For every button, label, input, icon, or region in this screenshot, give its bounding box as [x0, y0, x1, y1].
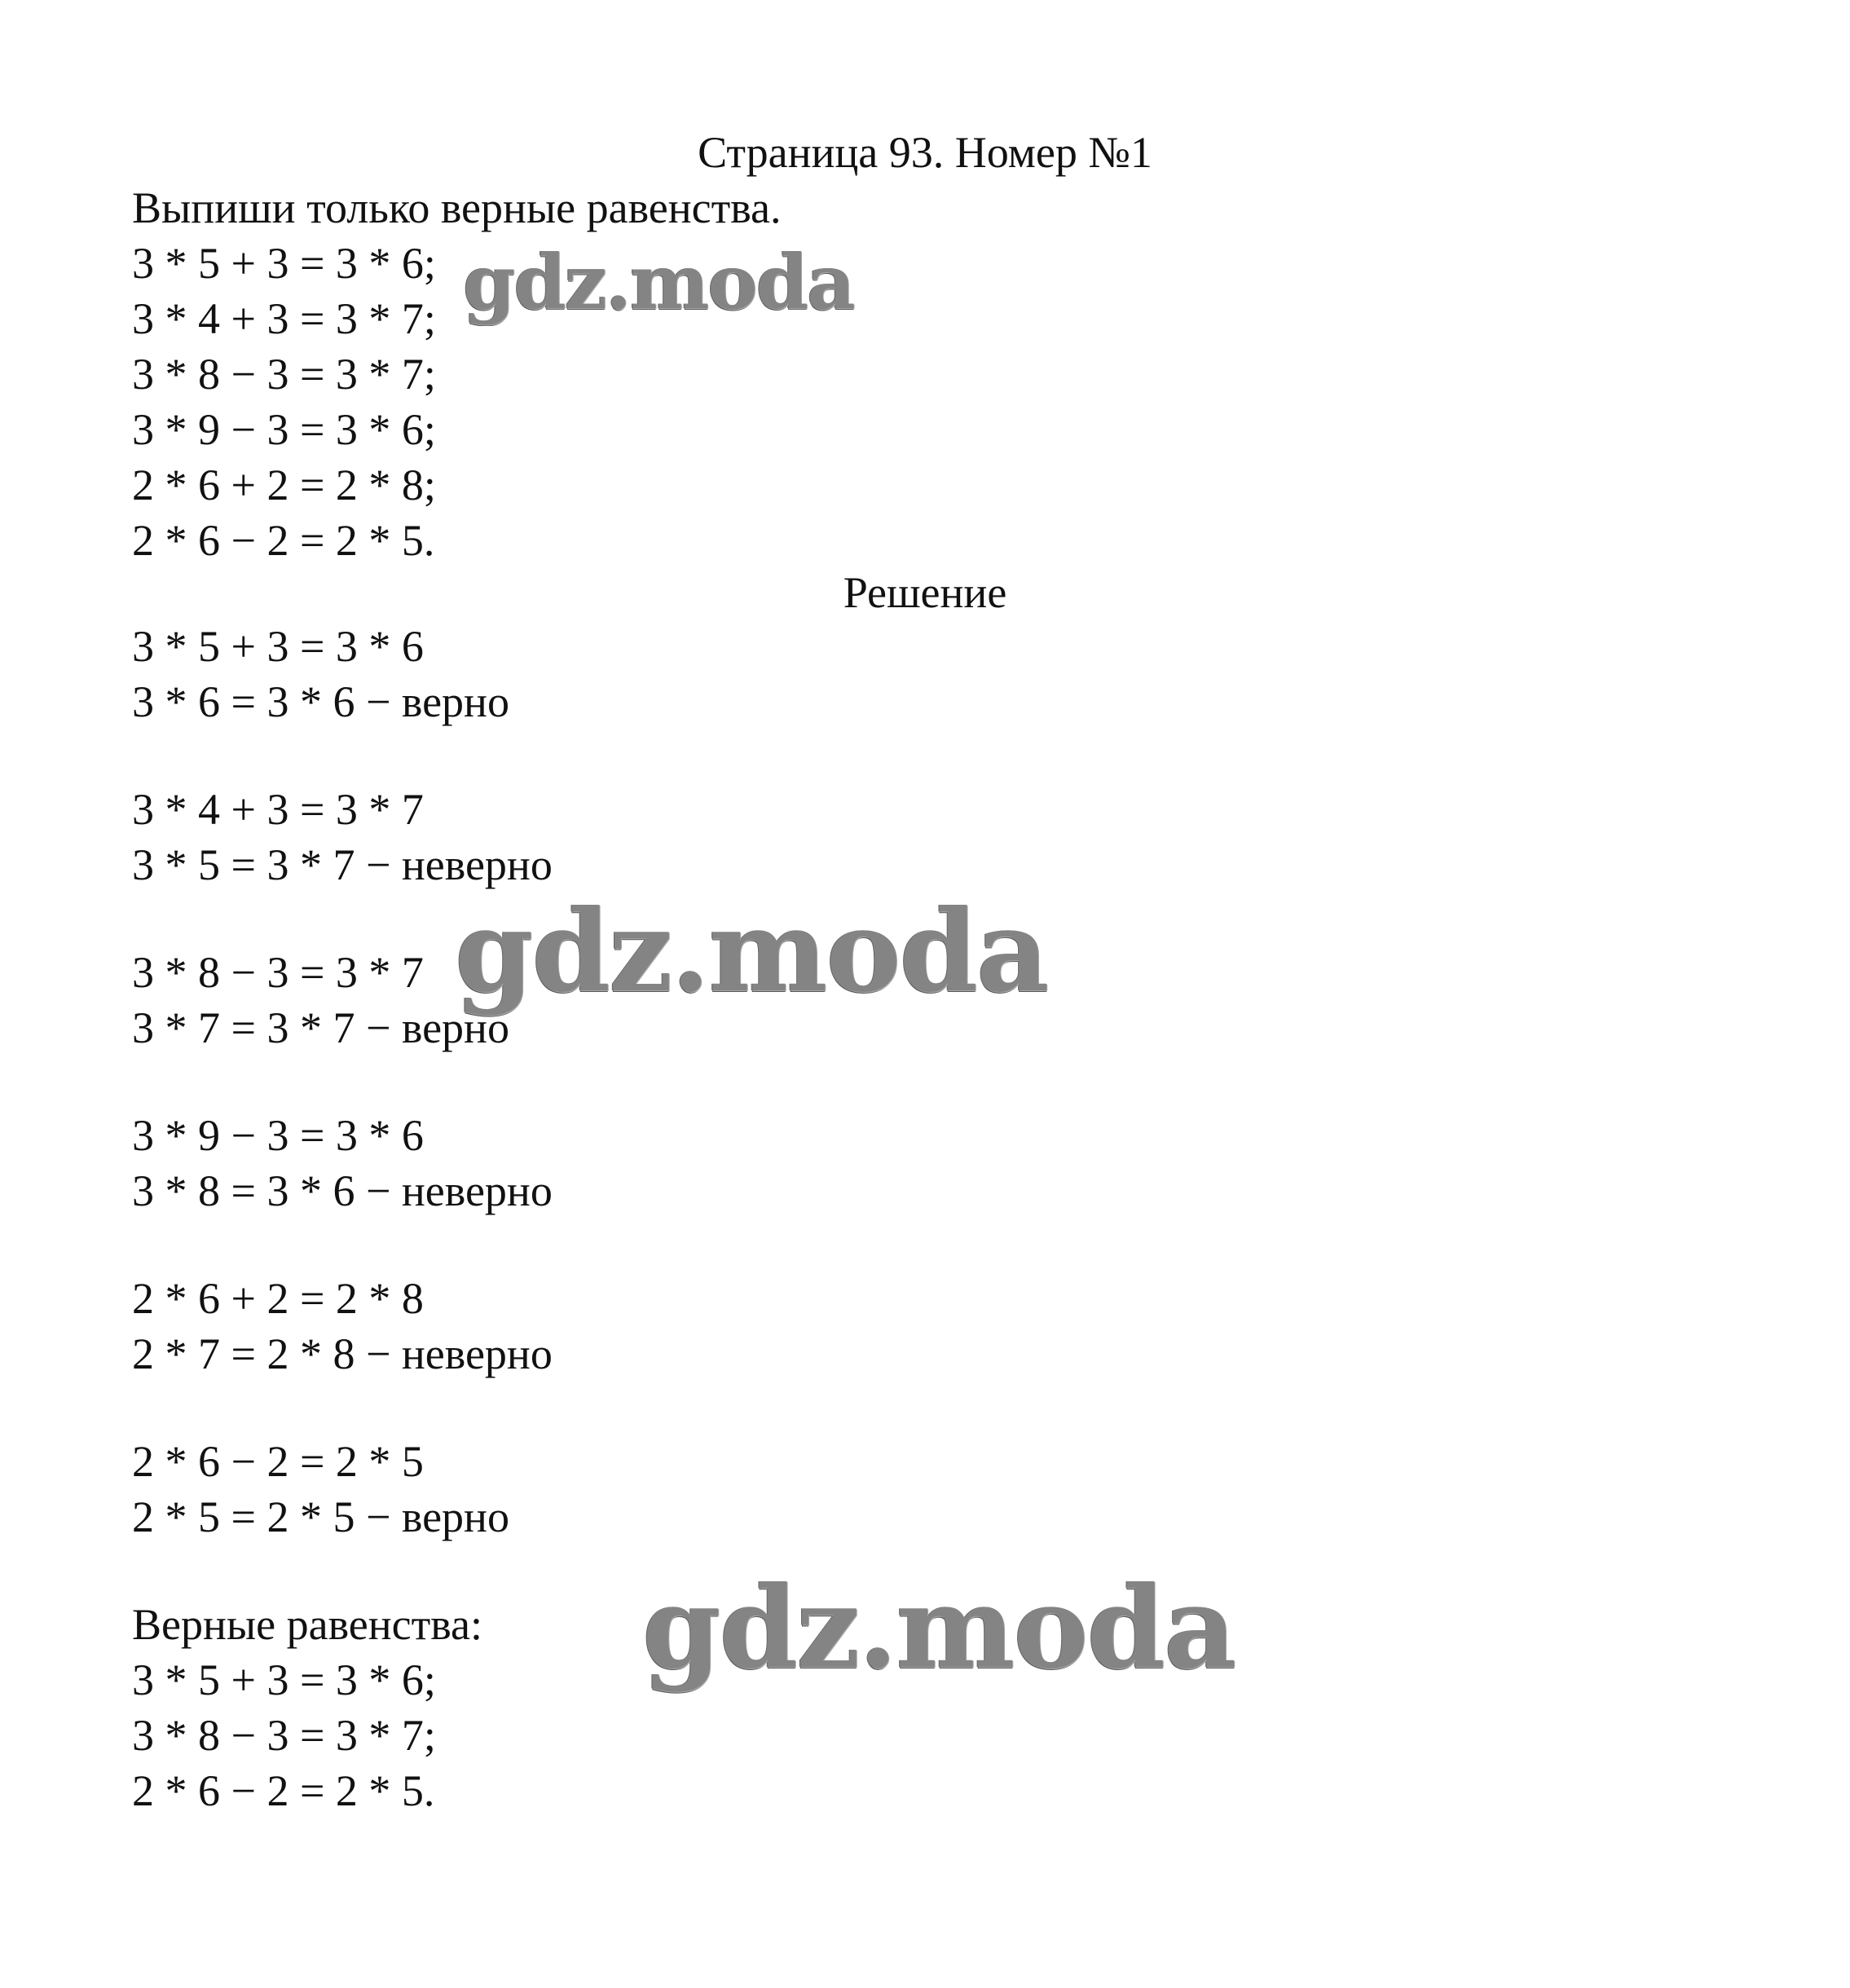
answer-line: 3 * 5 + 3 = 3 * 6; [132, 1655, 436, 1704]
solution-check: 2 * 5 = 2 * 5 − верно [132, 1492, 509, 1541]
page-title: Страница 93. Номер №1 [698, 128, 1152, 177]
solution-check: 3 * 5 = 3 * 7 − неверно [132, 840, 553, 889]
solution-heading: Решение [843, 568, 1007, 617]
solution-check: 3 * 6 = 3 * 6 − верно [132, 677, 509, 726]
task-line: 3 * 4 + 3 = 3 * 7; [132, 294, 436, 343]
solution-equation: 3 * 8 − 3 = 3 * 7 [132, 948, 424, 997]
answer-line: 2 * 6 − 2 = 2 * 5. [132, 1766, 435, 1815]
task-line: 3 * 5 + 3 = 3 * 6; [132, 239, 436, 288]
watermark-logo: gdz.moda [455, 884, 1048, 1017]
answer-line: 3 * 8 − 3 = 3 * 7; [132, 1711, 436, 1760]
solution-check: 3 * 8 = 3 * 6 − неверно [132, 1166, 553, 1215]
solution-check: 3 * 7 = 3 * 7 − верно [132, 1003, 509, 1052]
task-statement: Выпиши только верные равенства. [132, 183, 782, 232]
solution-equation: 2 * 6 + 2 = 2 * 8 [132, 1274, 424, 1323]
task-line: 3 * 9 − 3 = 3 * 6; [132, 405, 436, 454]
watermark-logo: gdz.moda [642, 1561, 1236, 1694]
solution-equation: 3 * 5 + 3 = 3 * 6 [132, 622, 424, 671]
solution-equation: 3 * 9 − 3 = 3 * 6 [132, 1111, 424, 1160]
answer-heading: Верные равенства: [132, 1600, 482, 1649]
task-line: 2 * 6 − 2 = 2 * 5. [132, 516, 435, 565]
solution-equation: 2 * 6 − 2 = 2 * 5 [132, 1437, 424, 1486]
watermark-logo: gdz.moda [463, 238, 854, 326]
task-line: 2 * 6 + 2 = 2 * 8; [132, 461, 436, 509]
solution-check: 2 * 7 = 2 * 8 − неверно [132, 1329, 553, 1378]
task-line: 3 * 8 − 3 = 3 * 7; [132, 350, 436, 399]
solution-equation: 3 * 4 + 3 = 3 * 7 [132, 785, 424, 834]
